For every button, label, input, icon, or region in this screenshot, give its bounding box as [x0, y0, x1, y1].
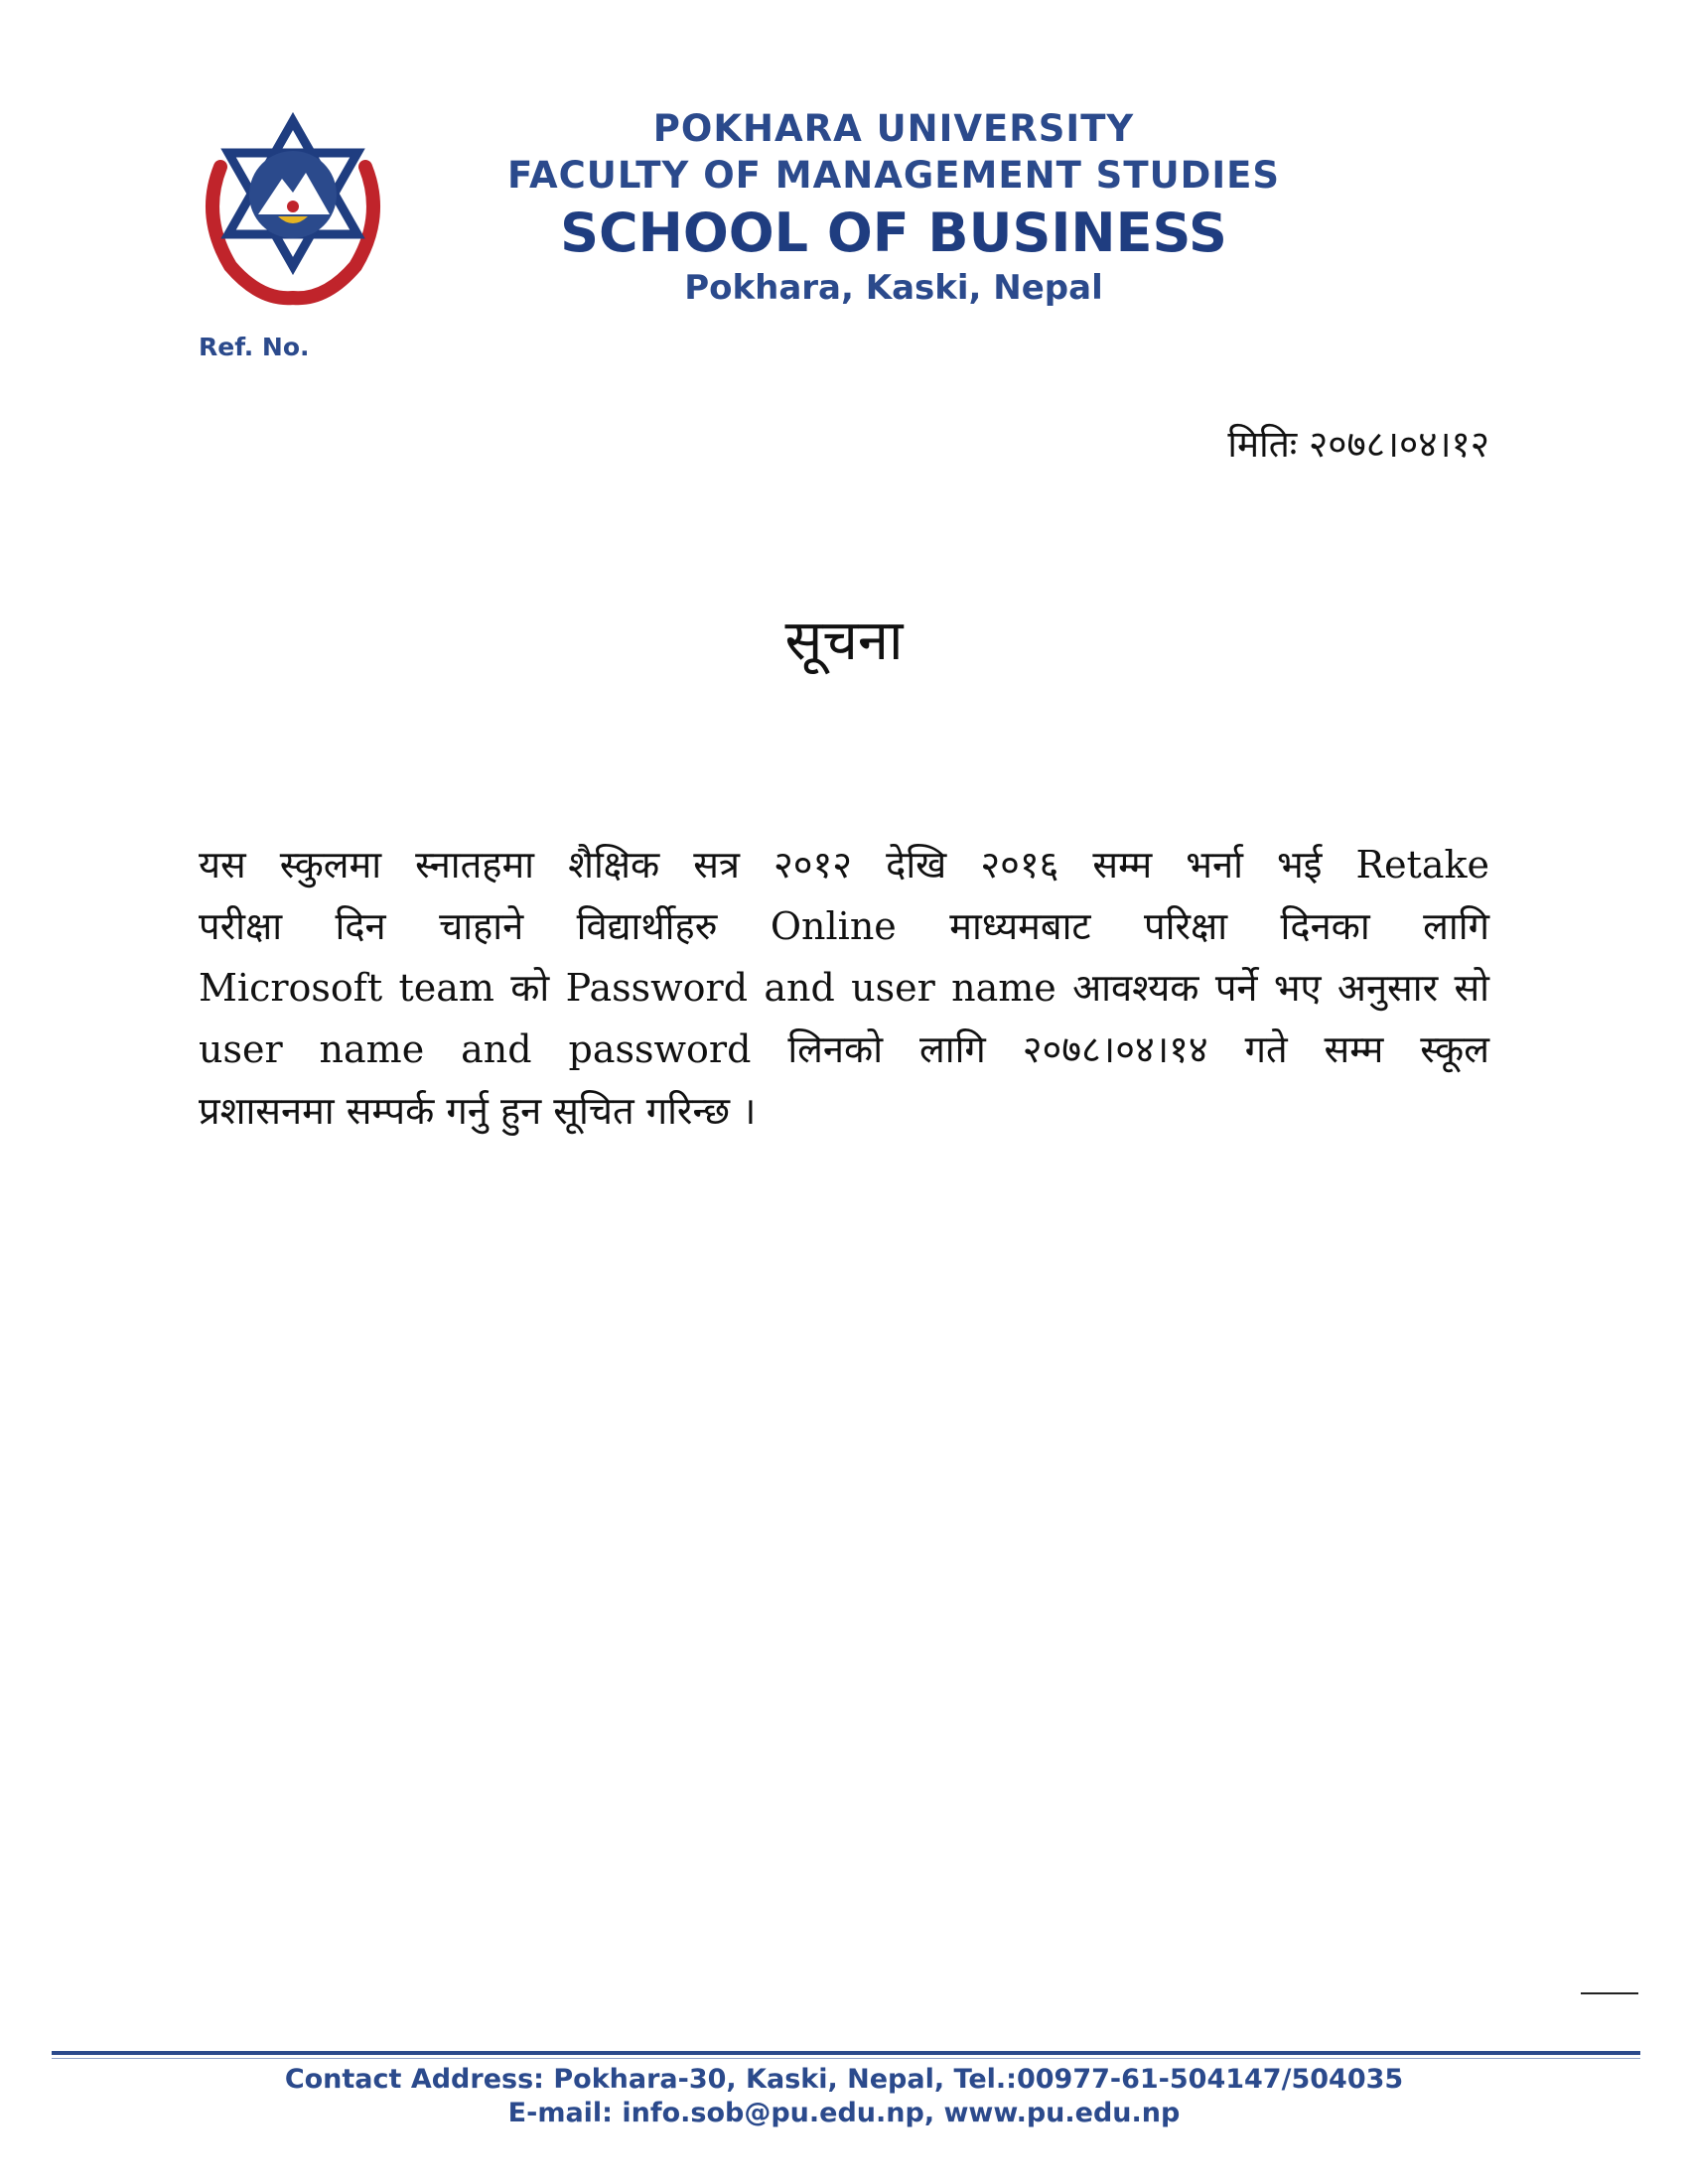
notice-date [1227, 417, 1489, 468]
letterhead [417, 107, 1370, 310]
letterhead-address: Pokhara, Kaski, Nepal [684, 268, 1103, 308]
notice-body [199, 834, 1489, 1142]
notice-line: यस स्कुलमा स्नातहमा शैक्षिक सत्र २०१२ देखि २०१६ सम्म भर्ना भई Retake [199, 843, 1489, 887]
notice-line: user name and password लिनको लागि २०७८।०४।१४ गते सम्म स्कूल [199, 1027, 1489, 1071]
notice-line: प्रशासनमा सम्पर्क गर्नु हुन सूचित गरिन्छ । [199, 1089, 757, 1133]
footer-email: E-mail: info.sob@pu.edu.np, www.pu.edu.np [507, 2098, 1181, 2128]
university-logo [191, 107, 395, 306]
faculty-name: FACULTY OF MANAGEMENT STUDIES [506, 154, 1281, 197]
divider-dash [1581, 1992, 1638, 1994]
university-name: POKHARA UNIVERSITY [652, 107, 1135, 150]
school-name: SCHOOL OF BUSINESS [560, 202, 1227, 264]
pokhara-university-emblem-icon [191, 107, 395, 306]
notice-title: सूचना [784, 609, 904, 673]
ref-number-label: Ref. No. [199, 333, 310, 361]
footer-divider [52, 2051, 1640, 2055]
date-label: मितिः [1227, 423, 1298, 466]
footer-contact: Contact Address: Pokhara-30, Kaski, Nepal, Tel.:00977-61-504147/504035 [284, 2064, 1404, 2095]
date-value: २०७८।०४।१२ [1309, 423, 1489, 466]
footer [0, 2063, 1688, 2130]
footer-divider-thin [52, 2058, 1640, 2059]
notice-line: Microsoft team को Password and user name आवश्यक पर्ने भए अनुसार सो [199, 966, 1489, 1010]
notice-line: परीक्षा दिन चाहाने विद्यार्थीहरु Online माध्यमबाट परिक्षा दिनका लागि [199, 904, 1489, 948]
